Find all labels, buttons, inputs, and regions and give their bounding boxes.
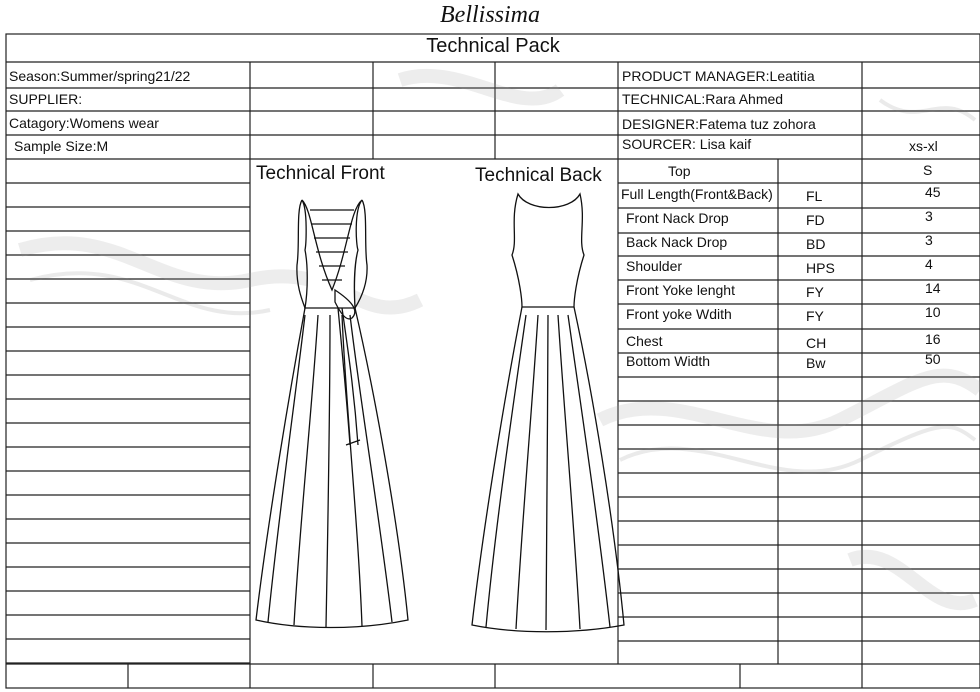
spec-row-value: 10 (925, 304, 941, 320)
spec-header-part: Top (668, 163, 691, 179)
spec-row-code: BD (806, 236, 826, 252)
spec-row-name: Front yoke Wdith (626, 306, 732, 322)
back-dress-sketch (466, 190, 636, 635)
spec-row-value: 4 (925, 256, 933, 272)
spec-row-code: FY (806, 284, 824, 300)
category-field: Catagory:Womens wear (9, 115, 159, 131)
spec-row-name: Chest (626, 333, 663, 349)
technical-back-label: Technical Back (475, 165, 602, 186)
spec-row-code: FL (806, 188, 823, 204)
technical-front-label: Technical Front (256, 163, 385, 184)
spec-row-code: FY (806, 308, 824, 324)
front-dress-sketch (250, 190, 420, 635)
spec-row-code: Bw (806, 355, 826, 371)
product-manager-field: PRODUCT MANAGER:Leatitia (622, 68, 815, 84)
spec-row-value: 50 (925, 351, 941, 367)
spec-row-value: 14 (925, 280, 941, 296)
spec-row-value: 45 (925, 184, 941, 200)
page-title: Technical Pack (426, 35, 560, 57)
spec-row-name: Back Nack Drop (626, 234, 728, 250)
spec-row-name: Full Length(Front&Back) (621, 186, 773, 202)
spec-row-code: HPS (806, 260, 835, 276)
sample-size-field: Sample Size:M (14, 138, 109, 154)
supplier-field: SUPPLIER: (9, 91, 83, 107)
spec-row-name: Shoulder (626, 258, 683, 274)
technical-field: TECHNICAL:Rara Ahmed (622, 91, 784, 107)
spec-row-code: CH (806, 335, 827, 351)
size-range: xs-xl (909, 138, 938, 154)
spec-row-name: Front Yoke lenght (626, 282, 735, 298)
spec-row-value: 16 (925, 331, 941, 347)
season-field: Season:Summer/spring21/22 (9, 68, 191, 84)
spec-row-value: 3 (925, 232, 933, 248)
spec-row-value: 3 (925, 208, 933, 224)
designer-field: DESIGNER:Fatema tuz zohora (622, 116, 816, 132)
brand-name: Bellissima (440, 2, 540, 28)
spec-header-size: S (923, 162, 933, 178)
sourcer-field: SOURCER: Lisa kaif (622, 136, 752, 152)
spec-row-name: Front Nack Drop (626, 210, 729, 226)
spec-row-code: FD (806, 212, 825, 228)
spec-row-name: Bottom Width (626, 353, 711, 369)
